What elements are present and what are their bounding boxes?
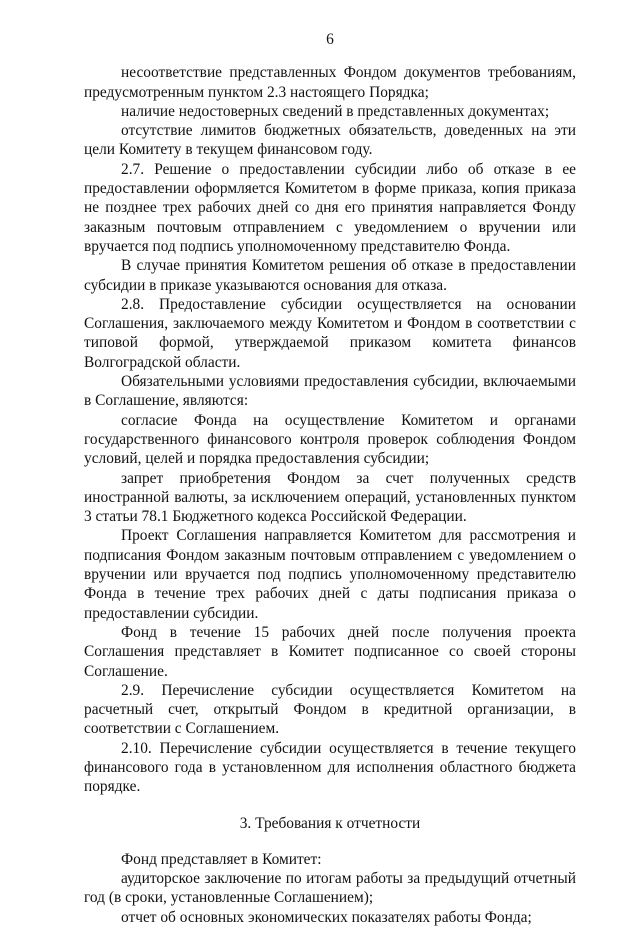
paragraph: отсутствие лимитов бюджетных обязательств, доведенных на эти цели Комитету в текущем финансовом году. [84,122,576,159]
paragraph: согласие Фонда на осуществление Комитетом и органами государственного финансового контроля проверок соблюдения Фондом условий, целей и порядка предоставления субсидии; [84,411,576,468]
paragraph: Проект Соглашения направляется Комитетом для рассмотрения и подписания Фондом заказным почтовым отправлением с уведомлением о вручении или вручается под подпись уполномоченному представителю Фонда в течение трех рабочих дней с даты подписания приказа о предоставлении субсидии. [84,527,576,622]
paragraph: 2.10. Перечисление субсидии осуществляется в течение текущего финансового года в установленном для исполнения областного бюджета порядке. [84,739,576,796]
paragraph: Фонд в течение 15 рабочих дней после получения проекта Соглашения представляет в Комитет подписанное со своей стороны Соглашение. [84,623,576,680]
paragraph: 2.9. Перечисление субсидии осуществляется Комитетом на расчетный счет, открытый Фондом в кредитной организации, в соответствии с Соглашением. [84,681,576,738]
document-page [84,30,576,927]
paragraph: 2.7. Решение о предоставлении субсидии либо об отказе в ее предоставлении оформляется Комитетом в форме приказа, копия приказа не позднее трех рабочих дней со дня его принятия направляется Фонду заказным почтовым отправлением с уведомлением о вручении или вручается под подпись уполномоченному представителю Фонда. [84,160,576,255]
paragraph: несоответствие представленных Фондом документов требованиям, предусмотренным пунктом 2.3 настоящего Порядка; [84,64,576,101]
paragraphs-bottom [84,850,576,927]
paragraph: наличие недостоверных сведений в представленных документах; [121,102,550,120]
paragraph: отчет об основных экономических показателях работы Фонда; [121,908,532,926]
paragraph: аудиторское заключение по итогам работы за предыдущий отчетный год (в сроки, установленные Соглашением); [84,870,576,907]
section-heading: 3. Требования к отчетности [239,814,421,832]
paragraph: 2.8. Предоставление субсидии осуществляется на основании Соглашения, заключаемого между Комитетом и Фондом в соответствии с типовой формой, утверждаемой приказом комитета финансов Волгоградской области. [84,295,576,371]
paragraphs-top [84,63,576,796]
paragraph: запрет приобретения Фондом за счет полученных средств иностранной валюты, за исключением операций, установленных пунктом 3 статьи 78.1 Бюджетного кодекса Российской Федерации. [84,469,576,526]
paragraph: В случае принятия Комитетом решения об отказе в предоставлении субсидии в приказе указываются основания для отказа. [84,257,576,294]
page-number: 6 [326,31,334,48]
paragraph: Фонд представляет в Комитет: [121,850,322,868]
paragraph: Обязательными условиями предоставления субсидии, включаемыми в Соглашение, являются: [84,373,576,410]
